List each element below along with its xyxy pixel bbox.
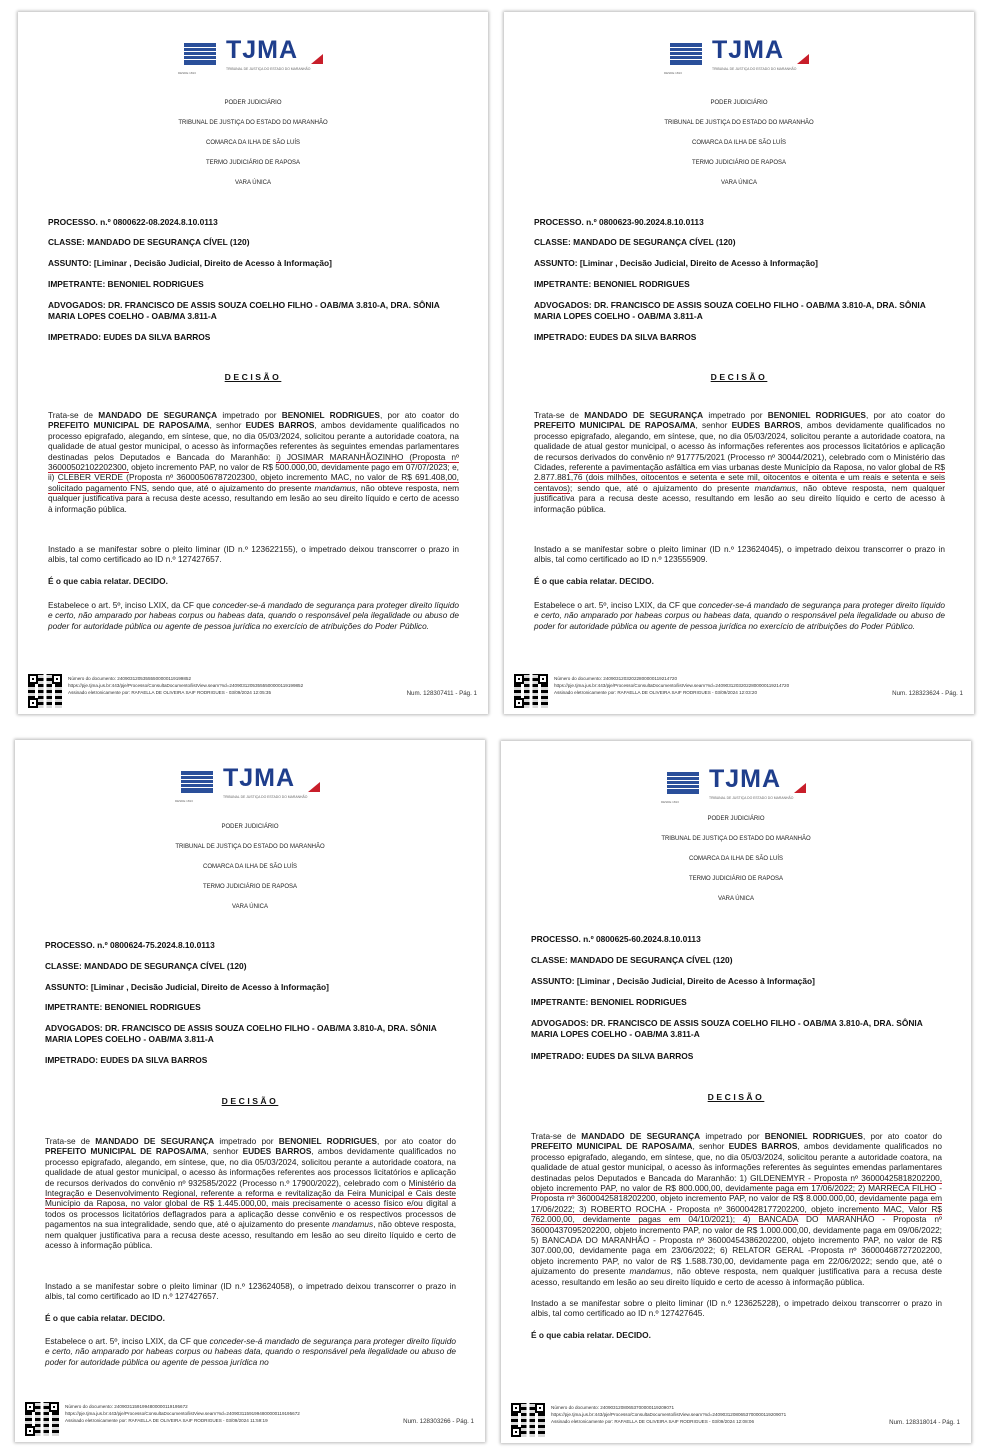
document-footer — [25, 1398, 480, 1434]
text-span: , ambos devidamente qualificados no processo epigrafado, alegando, em síntese, que, no dia 05/03/2024, solicitou perante a autoridade coatora, na qualidade de atual gestor municipal, o acesso às — [45, 1146, 456, 1178]
footer-url: https://pje.tjma.jus.br:443/pje/Processo/ConsultaDocumento/listView.seam?nd=24090312032022800000119214720 — [554, 683, 790, 688]
text-span: impetrado por — [703, 410, 768, 420]
footer-page-number: Num. 128307411 - Pág. 1 — [406, 690, 477, 697]
header-line4: TERMO JUDICIÁRIO DE RAPOSA — [205, 160, 300, 166]
underlined-text: i) JOSIMAR MARANHÃOZINHO (Proposta nº 36000502102202300, — [48, 451, 460, 473]
bold-text: PREFEITO MUNICIPAL DE RAPOSA/MA — [48, 420, 210, 431]
text-span: ; sendo que, até o ajuizamento do presente — [569, 482, 755, 493]
qr-code-icon — [511, 1403, 545, 1437]
qr-corner — [25, 1402, 35, 1412]
footer-url: https://pje.tjma.jus.br:443/pje/Processo/ConsultaDocumento/listView.seam?nd=24090312053555500000119199852 — [68, 683, 304, 688]
italic-text: conceder-se-á mandado de segurança para proteger direito líquido e certo, não amparado por habeas corpus ou habeas data, quando o responsável pela ilegalidade ou abuso de poder for autoridade pública ou agente de pessoa jurídica no — [45, 1336, 456, 1367]
text-span: , por ato coator do — [865, 410, 946, 420]
impetrante: IMPETRANTE: BENONIEL RODRIGUES — [48, 279, 204, 289]
tjma-logo — [664, 36, 814, 76]
tjma-logo — [175, 764, 325, 804]
document-page-4 — [501, 741, 971, 1443]
header-line2: TRIBUNAL DE JUSTIÇA DO ESTADO DO MARANHÃO — [175, 844, 325, 850]
tjma-logo — [178, 36, 328, 76]
decisao-heading: DECISÃO — [224, 372, 282, 382]
relatar-line: É o que cabia relatar. DECIDO. — [531, 1330, 651, 1340]
logo-text: TJMA — [709, 765, 782, 793]
logo-flag-icon — [308, 782, 320, 792]
impetrante: IMPETRANTE: BENONIEL RODRIGUES — [531, 997, 687, 1007]
logo-flag-icon — [794, 783, 806, 793]
text-span: , não obteve resposta, nem qualquer justificativa para a recusa deste acesso, resultando em lesão ao seu direito líquido e certo de acesso à informação pública. — [45, 1219, 456, 1251]
seal-stripe — [177, 779, 217, 780]
qr-corner — [49, 1402, 59, 1412]
text-span: , não obteve resposta, nem qualquer justificativa para a recusa deste acesso, resultando em lesão ao seu direito líquido e certo de acesso à informação pública. — [531, 1266, 943, 1287]
text-span: Assinado eletronicamente por: RAFAELLA DE OLIVEIRA SAIF RODRIGUES - 03/09/2024 — [65, 1418, 249, 1423]
text-span: , senhor — [206, 1146, 243, 1157]
footer-page-number: Num. 128303266 - Pág. 1 — [403, 1418, 474, 1425]
text-span: digital a todos os processos licitatórios deflagrados para a aplicação desse convênio e os respectivos processos de pagamentos na sua integralidade, sendo que, até o ajuizamento do presente — [45, 1198, 456, 1230]
tjma-logo — [661, 765, 811, 805]
document-footer — [28, 670, 483, 706]
underlined-text: Ministério da Integração e Desenvolvimento Regional, referente a reforma e revitalização da Feira Municipal e Cais deste Município da Raposa, no valor global de R$ 1.445.000,00, mais precisamente o acesso físico e/ou — [45, 1177, 456, 1209]
footer-page-number: Num. 128323624 - Pág. 1 — [892, 690, 963, 697]
header-line3: COMARCA DA ILHA DE SÃO LUÍS — [202, 864, 298, 870]
logo-since: DESDE 1813 — [664, 71, 682, 75]
text-span: Trata-se de — [531, 1131, 582, 1141]
footer-doc-number: Número do documento: 24090311591994800000119195672 — [65, 1404, 188, 1409]
header-line2: TRIBUNAL DE JUSTIÇA DO ESTADO DO MARANHÃO — [178, 120, 328, 126]
document-page-2 — [504, 12, 974, 714]
bold-text: BENONIEL RODRIGUES — [767, 410, 866, 420]
processo-number: PROCESSO. n.º 0800622-08.2024.8.10.0113 — [48, 217, 218, 227]
assunto: ASSUNTO: [Liminar , Decisão Judicial, Direito de Acesso à Informação] — [531, 976, 815, 986]
header-line4: TERMO JUDICIÁRIO DE RAPOSA — [688, 876, 783, 882]
impetrado: IMPETRADO: EUDES DA SILVA BARROS — [48, 332, 211, 342]
logo-since: DESDE 1813 — [175, 799, 193, 803]
decision-body — [534, 410, 945, 514]
advogados: ADVOGADOS: DR. FRANCISCO DE ASSIS SOUZA COELHO FILHO - OAB/MA 3.810-A, DRA. SÔNIA MARIA LOPES COELHO - OAB/MA 3.811-A — [48, 300, 440, 321]
footer-page-number: Num. 128318014 - Pág. 1 — [889, 1419, 960, 1426]
impetrado: IMPETRADO: EUDES DA SILVA BARROS — [45, 1055, 208, 1065]
text-span: , sendo que, até o ajuizamento do presente — [146, 482, 315, 493]
text-span: 12:05:35 — [253, 690, 272, 695]
court-seal-icon — [175, 768, 219, 798]
article-paragraph — [534, 600, 945, 631]
manifest-paragraph: Instado a se manifestar sobre o pleito liminar (ID n.º 123625228), o impetrado deixou transcorrer o prazo in albis, tal como certificado ao ID n.º 127427645. — [531, 1298, 942, 1319]
qr-corner — [28, 674, 38, 684]
logo-subtitle: TRIBUNAL DE JUSTIÇA DO ESTADO DO MARANHÃO — [226, 67, 311, 71]
text-span: , não obteve resposta, nem qualquer justificativa para a recusa deste acesso, resultando em lesão ao seu direito líquido e certo de acesso à informação pública. — [534, 482, 945, 514]
seal-stripe — [663, 776, 703, 777]
text-span: Estabelece o art. 5º, inciso LXIX, da CF que — [534, 600, 699, 610]
qr-corner — [511, 1427, 521, 1437]
logo-text: TJMA — [223, 764, 296, 792]
underlined-text: devidamente paga em 17/06/2022; 3) ROBERTO ROCHA - Proposta nº 36000428177202200, objeto incremento MAC, Valor R$ 762.000,00, devidamente pagas em 04/10/2021); 4) BANCADA — [531, 1193, 942, 1225]
text-span: , por ato coator do — [376, 1136, 457, 1146]
text-span: impetrado por — [217, 410, 282, 420]
court-seal-icon — [178, 40, 222, 70]
qr-corner — [535, 1403, 545, 1413]
classe: CLASSE: MANDADO DE SEGURANÇA CÍVEL (120) — [534, 237, 736, 247]
manifest-paragraph: Instado a se manifestar sobre o pleito liminar (ID n.º 123624058), o impetrado deixou transcorrer o prazo in albis, tal como certificado ao ID n.º 127427657. — [45, 1281, 456, 1302]
text-span: , por ato coator do — [379, 410, 460, 420]
text-span: informações referentes aos processos licitatórios e aplicação de recursos derivados do convênio nº 932585/2022 (Processo n.º 17900/2022), celebrado com o — [45, 1167, 456, 1188]
text-span: - Proposta nº 36000425818202200, objeto incremento PAP, no valor de R$ 8.000.000,00, — [531, 1183, 942, 1204]
text-span: impetrado por — [700, 1131, 765, 1141]
footer-doc-number: Número do documento: 24090312080653700000119209071 — [551, 1405, 675, 1410]
italic-text: conceder-se-á mandado de segurança para proteger direito líquido e certo, não amparado por habeas corpus ou habeas data, quando o responsável pela ilegalidade ou abuso de poder for autoridade pública ou agente de pessoa jurídica no exercício de atribuições do Poder Público. — [48, 600, 459, 631]
qr-corner — [538, 674, 548, 684]
decision-body — [48, 410, 459, 514]
bold-text: MANDADO DE SEGURANÇA — [581, 1131, 701, 1141]
decision-body — [531, 1131, 942, 1287]
manifest-paragraph: Instado a se manifestar sobre o pleito liminar (ID n.º 123624045), o impetrado deixou transcorrer o prazo in albis, tal como certificado ao ID n.º 123555909. — [534, 544, 945, 565]
bold-text: EUDES BARROS — [731, 420, 801, 431]
italic-text: mandamus — [629, 1266, 671, 1277]
text-span: impetrado por — [214, 1136, 279, 1146]
seal-stripe — [180, 55, 220, 56]
qr-corner — [511, 1403, 521, 1413]
relatar-line: É o que cabia relatar. DECIDO. — [48, 576, 168, 586]
header-line1: PODER JUDICIÁRIO — [221, 824, 279, 830]
text-span: , senhor — [209, 420, 246, 431]
seal-stripe — [177, 787, 217, 788]
text-span: 11:59:19 — [250, 1418, 268, 1423]
logo-subtitle: TRIBUNAL DE JUSTIÇA DO ESTADO DO MARANHÃO — [223, 795, 308, 799]
assunto: ASSUNTO: [Liminar , Decisão Judicial, Direito de Acesso à Informação] — [45, 982, 329, 992]
seal-stripe — [666, 47, 706, 48]
document-page-3 — [15, 740, 485, 1442]
header-line5: VARA ÚNICA — [232, 904, 268, 910]
bold-text: BENONIEL RODRIGUES — [278, 1136, 377, 1146]
advogados: ADVOGADOS: DR. FRANCISCO DE ASSIS SOUZA COELHO FILHO - OAB/MA 3.810-A, DRA. SÔNIA MARIA LOPES COELHO - OAB/MA 3.811-A — [531, 1018, 923, 1039]
qr-code-icon — [514, 674, 548, 708]
header-line4: TERMO JUDICIÁRIO DE RAPOSA — [691, 160, 786, 166]
seal-stripe — [180, 51, 220, 52]
footer-signed — [65, 1418, 268, 1423]
underlined-text: CLEBER VERDE (Proposta nº 36000506787202300, objeto incremento MAC, no valor de R$ 691.408,00, solicitado pagamento FNS — [48, 472, 459, 493]
italic-text: conceder-se-á mandado de segurança para proteger direito líquido e certo, não amparado por habeas corpus ou habeas data, quando o responsável pela ilegalidade ou abuso de poder for autoridade pública ou agente de pessoa jurídica no exercício de atribuições do Poder Público. — [534, 600, 945, 631]
logo-flag-icon — [311, 54, 323, 64]
article-paragraph — [48, 600, 459, 631]
impetrado: IMPETRADO: EUDES DA SILVA BARROS — [534, 332, 697, 342]
underlined-text: referente a pavimentação asfáltica em vias urbanas deste Município da Raposa, no valor global de R$ 2.877.881,76 (dois milhões, oitocentos e setenta e sete mil, oitocentos e oitenta e um reais e setenta e seis centavos) — [534, 462, 945, 493]
header-line3: COMARCA DA ILHA DE SÃO LUÍS — [688, 856, 784, 862]
bold-text: PREFEITO MUNICIPAL DE RAPOSA/MA — [531, 1141, 693, 1152]
text-span: Trata-se de — [45, 1136, 96, 1146]
qr-code-icon — [25, 1402, 59, 1436]
text-span: 12:08:06 — [736, 1419, 755, 1424]
text-span: , senhor — [695, 420, 732, 431]
impetrante: IMPETRANTE: BENONIEL RODRIGUES — [534, 279, 690, 289]
classe: CLASSE: MANDADO DE SEGURANÇA CÍVEL (120) — [48, 237, 250, 247]
footer-url: https://pje.tjma.jus.br:443/pje/Processo/ConsultaDocumento/listView.seam?nd=24090311591994800000119195672 — [65, 1411, 300, 1416]
decision-body — [45, 1136, 456, 1250]
header-line5: VARA ÚNICA — [718, 896, 754, 902]
bold-text: MANDADO DE SEGURANÇA — [98, 410, 218, 420]
seal-stripe — [180, 59, 220, 60]
footer-url: https://pje.tjma.jus.br:443/pje/Processo/ConsultaDocumento/listView.seam?nd=24090312080653700000119209071 — [551, 1412, 787, 1417]
bold-text: BENONIEL RODRIGUES — [281, 410, 380, 420]
relatar-line: É o que cabia relatar. DECIDO. — [45, 1313, 165, 1323]
seal-stripe — [177, 783, 217, 784]
logo-text: TJMA — [226, 36, 299, 64]
court-seal-icon — [664, 40, 708, 70]
logo-since: DESDE 1813 — [661, 800, 679, 804]
text-span: objeto incremento PAP, no valor de R$ 500.000,00, devidamente pago em 07/07/2023; e, ii) — [48, 462, 459, 483]
text-span: informações referentes aos processos licitatórios e aplicação de recursos derivados do convênio nº 917775/2021 (Processo nº 30044/2021), celebrado com o Ministério das Cidades, — [534, 441, 945, 473]
header-line1: PODER JUDICIÁRIO — [710, 100, 768, 106]
processo-number: PROCESSO. n.º 0800624-75.2024.8.10.0113 — [45, 940, 215, 950]
court-seal-icon — [661, 769, 705, 799]
footer-doc-number: Número do documento: 24090312032022800000119214720 — [554, 676, 678, 681]
bold-text: PREFEITO MUNICIPAL DE RAPOSA/MA — [534, 420, 696, 431]
text-span: Estabelece o art. 5º, inciso LXIX, da CF que — [45, 1336, 210, 1346]
text-span: Assinado eletronicamente por: RAFAELLA DE OLIVEIRA SAIF RODRIGUES - 03/09/2024 — [554, 690, 738, 695]
bold-text: EUDES BARROS — [245, 420, 315, 431]
manifest-paragraph: Instado a se manifestar sobre o pleito liminar (ID n.º 123622155), o impetrado deixou transcorrer o prazo in albis, tal como certificado ao ID n.º 127427657. — [48, 544, 459, 565]
text-span: Assinado eletronicamente por: RAFAELLA DE OLIVEIRA SAIF RODRIGUES - 03/09/2024 — [551, 1419, 735, 1424]
seal-stripe — [666, 55, 706, 56]
document-page-1 — [18, 12, 488, 714]
header-line4: TERMO JUDICIÁRIO DE RAPOSA — [202, 884, 297, 890]
text-span: 12:03:20 — [739, 690, 758, 695]
classe: CLASSE: MANDADO DE SEGURANÇA CÍVEL (120) — [531, 955, 733, 965]
header-line3: COMARCA DA ILHA DE SÃO LUÍS — [691, 140, 787, 146]
text-span: , não obteve resposta, nem qualquer justificativa para a recusa deste acesso, resultando em lesão ao seu direito líquido e certo de acesso à informação pública. — [48, 482, 459, 514]
text-span: DO MARANHÃO - Proposta nº 36000437095202200, objeto incremento PAP, no valor de R$ 1.000.000,00, devidamente paga em 09/06/2022; 5) BANCADA DO MARANHÃO - Proposta nº 36000454386202200, objeto incremento PAP, no valor de R$ 307.000,00, devidamente paga em 23/06/2022; 6) RELATOR GERAL -Proposta nº 36000468727202200, objeto incremento PAP, no valor de R$ 1.588.730,00, devidamente paga em 22/06/2022; sendo que, até o ajuizamento do presente — [531, 1214, 942, 1277]
qr-corner — [25, 1426, 35, 1436]
document-footer — [511, 1399, 966, 1435]
seal-stripe — [180, 47, 220, 48]
text-span: Trata-se de — [48, 410, 99, 420]
decisao-heading: DECISÃO — [221, 1096, 279, 1106]
logo-subtitle: TRIBUNAL DE JUSTIÇA DO ESTADO DO MARANHÃO — [712, 67, 797, 71]
text-span: , ambos devidamente qualificados no processo epigrafado, alegando, em síntese, que, no dia 05/03/2024, solicitou perante a autoridade coatora, na qualidade de atual gestor municipal, o acesso às — [48, 420, 459, 452]
bold-text: BENONIEL RODRIGUES — [764, 1131, 863, 1141]
text-span: , senhor — [692, 1141, 729, 1152]
text-span: , ambos devidamente qualificados no processo epigrafado, alegando, em síntese, que, no dia 05/03/2024, solicitou perante a autoridade coatora, na qualidade de atual gestor municipal, o acesso às — [534, 420, 945, 452]
logo-text: TJMA — [712, 36, 785, 64]
footer-signed — [554, 690, 757, 695]
underlined-text: GILDENEMYR - Proposta nº 36000425818202200, objeto incremento PAP, no valor de R$ 800.000,00, devidamente paga em 17/06/2022; 2) MARRECA FILHO — [531, 1172, 942, 1194]
header-line5: VARA ÚNICA — [721, 180, 757, 186]
seal-stripe — [663, 788, 703, 789]
processo-number: PROCESSO. n.º 0800623-90.2024.8.10.0113 — [534, 217, 704, 227]
decisao-heading: DECISÃO — [707, 1092, 765, 1102]
text-span: , ambos devidamente qualificados no processo epigrafado, alegando, em síntese, que, no dia 05/03/2024, solicitou perante a autoridade coatora, na qualidade de atual gestor municipal, o acesso às — [531, 1141, 942, 1173]
seal-stripe — [663, 784, 703, 785]
seal-stripe — [177, 775, 217, 776]
text-span: informações referentes às seguintes emendas parlamentares destinadas pelos Deputados e Bancada do Maranhão: 1) — [531, 1162, 942, 1183]
header-line2: TRIBUNAL DE JUSTIÇA DO ESTADO DO MARANHÃO — [664, 120, 814, 126]
assunto: ASSUNTO: [Liminar , Decisão Judicial, Direito de Acesso à Informação] — [534, 258, 818, 268]
text-span: Assinado eletronicamente por: RAFAELLA DE OLIVEIRA SAIF RODRIGUES - 03/09/2024 — [68, 690, 252, 695]
document-footer — [514, 670, 969, 706]
logo-flag-icon — [797, 54, 809, 64]
decisao-heading: DECISÃO — [710, 372, 768, 382]
header-line2: TRIBUNAL DE JUSTIÇA DO ESTADO DO MARANHÃO — [661, 836, 811, 842]
seal-stripe — [666, 59, 706, 60]
advogados: ADVOGADOS: DR. FRANCISCO DE ASSIS SOUZA COELHO FILHO - OAB/MA 3.810-A, DRA. SÔNIA MARIA LOPES COELHO - OAB/MA 3.811-A — [45, 1023, 437, 1044]
classe: CLASSE: MANDADO DE SEGURANÇA CÍVEL (120) — [45, 961, 247, 971]
header-line1: PODER JUDICIÁRIO — [224, 100, 282, 106]
text-span: Trata-se de — [534, 410, 585, 420]
qr-corner — [514, 674, 524, 684]
qr-code-icon — [28, 674, 62, 708]
logo-subtitle: TRIBUNAL DE JUSTIÇA DO ESTADO DO MARANHÃO — [709, 796, 794, 800]
impetrado: IMPETRADO: EUDES DA SILVA BARROS — [531, 1051, 694, 1061]
bold-text: MANDADO DE SEGURANÇA — [95, 1136, 215, 1146]
text-span: informações referentes às seguintes emendas parlamentares destinadas pelos Deputados e Bancada do Maranhão: — [48, 441, 459, 462]
impetrante: IMPETRANTE: BENONIEL RODRIGUES — [45, 1002, 201, 1012]
text-span: Estabelece o art. 5º, inciso LXIX, da CF que — [48, 600, 213, 610]
text-span: , por ato coator do — [862, 1131, 943, 1141]
header-line5: VARA ÚNICA — [235, 180, 271, 186]
bold-text: EUDES BARROS — [728, 1141, 798, 1152]
bold-text: PREFEITO MUNICIPAL DE RAPOSA/MA — [45, 1146, 207, 1157]
qr-corner — [52, 674, 62, 684]
logo-since: DESDE 1813 — [178, 71, 196, 75]
header-line1: PODER JUDICIÁRIO — [707, 816, 765, 822]
qr-corner — [28, 698, 38, 708]
advogados: ADVOGADOS: DR. FRANCISCO DE ASSIS SOUZA COELHO FILHO - OAB/MA 3.810-A, DRA. SÔNIA MARIA LOPES COELHO - OAB/MA 3.811-A — [534, 300, 926, 321]
italic-text: mandamus — [332, 1219, 374, 1230]
bold-text: EUDES BARROS — [242, 1146, 312, 1157]
assunto: ASSUNTO: [Liminar , Decisão Judicial, Direito de Acesso à Informação] — [48, 258, 332, 268]
seal-stripe — [666, 51, 706, 52]
footer-signed — [68, 690, 271, 695]
seal-stripe — [663, 780, 703, 781]
qr-corner — [514, 698, 524, 708]
processo-number: PROCESSO. n.º 0800625-60.2024.8.10.0113 — [531, 934, 701, 944]
italic-text: mandamus — [754, 482, 796, 493]
footer-doc-number: Número do documento: 24090312053555500000119199852 — [68, 676, 192, 681]
header-line3: COMARCA DA ILHA DE SÃO LUÍS — [205, 140, 301, 146]
relatar-line: É o que cabia relatar. DECIDO. — [534, 576, 654, 586]
article-paragraph — [45, 1336, 456, 1367]
bold-text: MANDADO DE SEGURANÇA — [584, 410, 704, 420]
italic-text: mandamus — [314, 482, 356, 493]
footer-signed — [551, 1419, 754, 1424]
